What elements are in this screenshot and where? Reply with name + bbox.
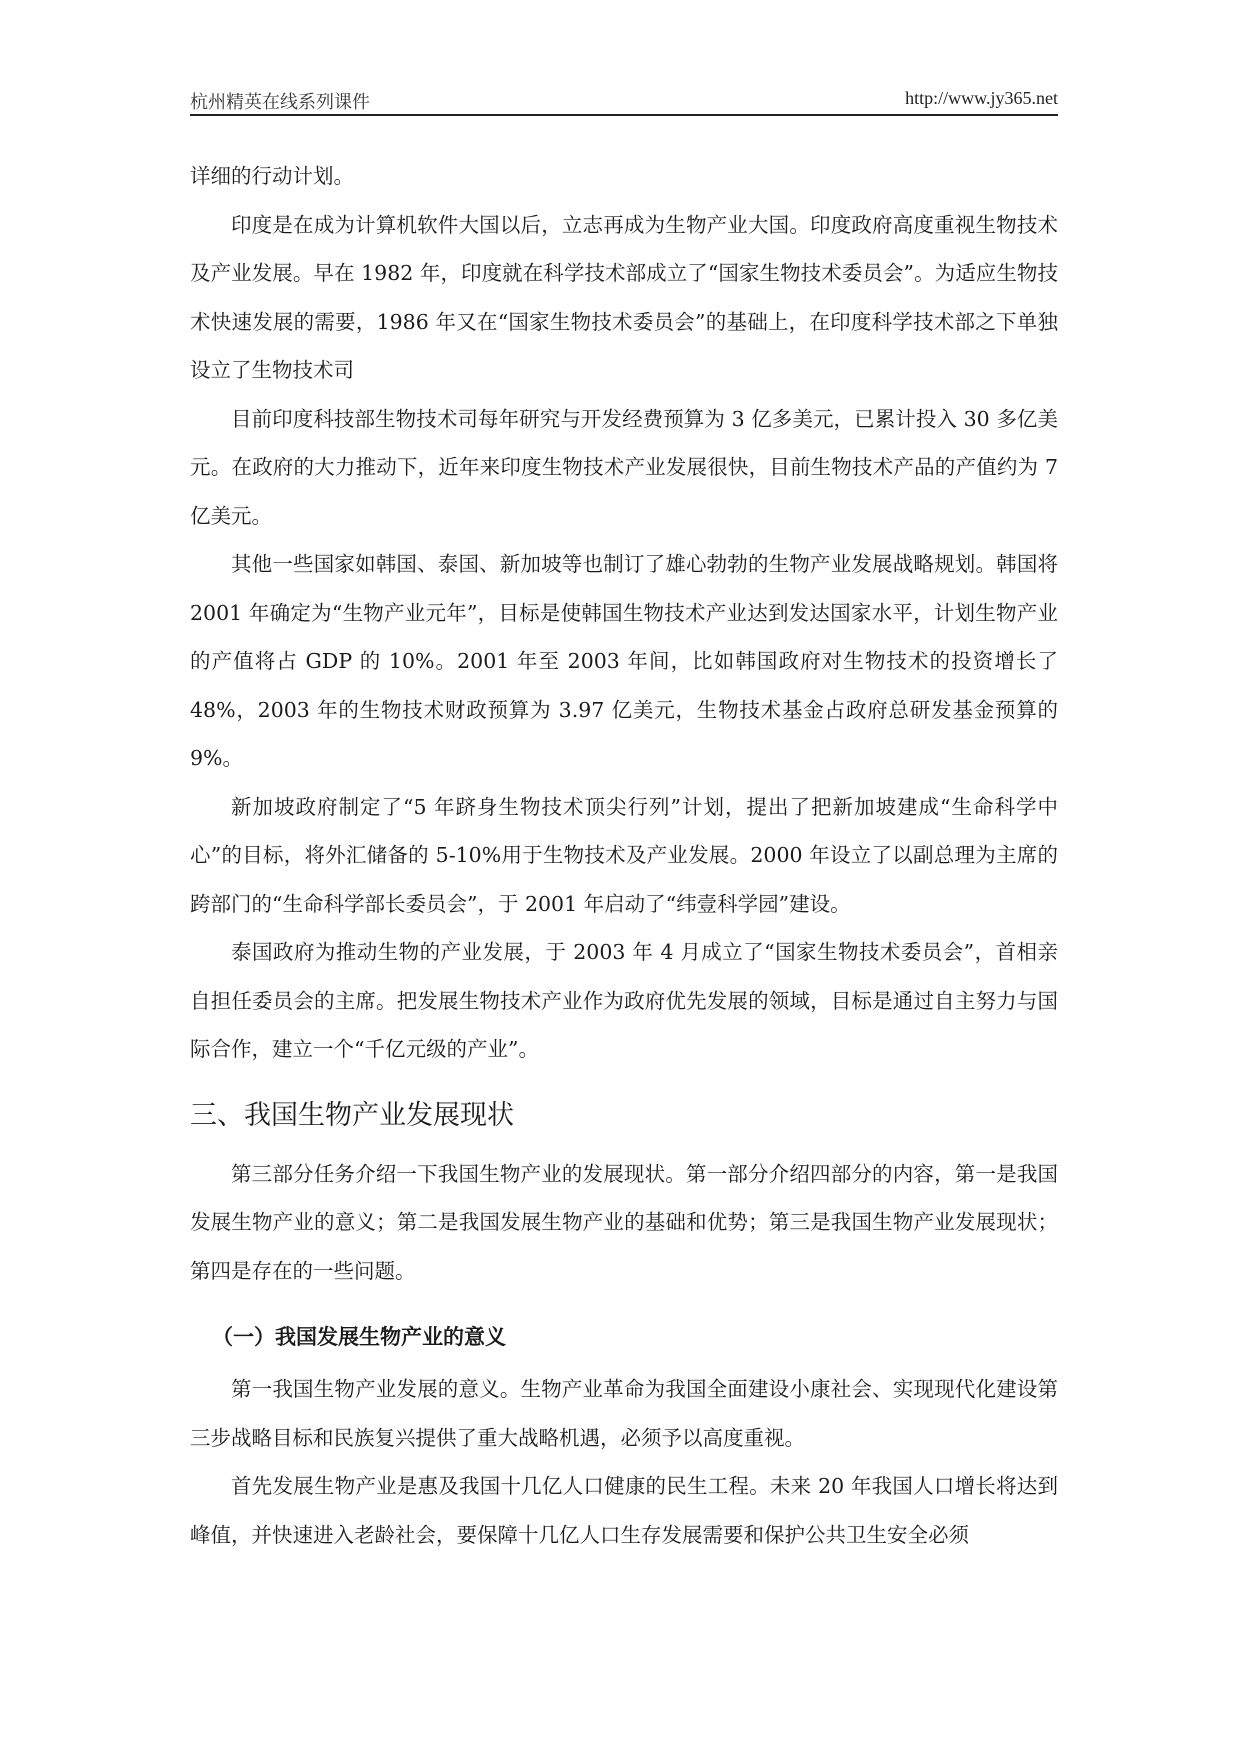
header-website-url: http://www.jy365.net	[905, 88, 1058, 108]
section-heading: 三、我国生物产业发展现状	[190, 1099, 514, 1131]
page-header	[190, 86, 1058, 116]
paragraph-section-intro: 第三部分任务介绍一下我国生物产业的发展现状。第一部分介绍四部分的内容，第一是我国发展生物产业的意义；第二是我国发展生物产业的基础和优势；第三是我国生物产业发展现状；第四是存在的一些问题。	[190, 1161, 1058, 1283]
header-course-title: 杭州精英在线系列课件	[190, 92, 370, 113]
paragraph-singapore: 新加坡政府制定了“5 年跻身生物技术顶尖行列”计划，提出了把新加坡建成“生命科学中心”的目标，将外汇储备的 5-10%用于生物技术及产业发展。2000 年设立了以副总理为主席的跨部门的“生命科学部长委员会”，于 2001 年启动了“纬壹科学园”建设。	[190, 794, 1058, 916]
paragraph-thailand: 泰国政府为推动生物的产业发展，于 2003 年 4 月成立了“国家生物技术委员会”，首相亲自担任委员会的主席。把发展生物技术产业作为政府优先发展的领域，目标是通过自主努力与国际合作，建立一个“千亿元级的产业”。	[190, 940, 1058, 1061]
paragraph-significance: 第一我国生物产业发展的意义。生物产业革命为我国全面建设小康社会、实现现代化建设第三步战略目标和民族复兴提供了重大战略机遇，必须予以高度重视。	[190, 1377, 1058, 1450]
paragraph-health-project: 首先发展生物产业是惠及我国十几亿人口健康的民生工程。未来 20 年我国人口增长将达到峰值，并快速进入老龄社会，要保障十几亿人口生存发展需要和保护公共卫生安全必须	[190, 1474, 1058, 1547]
subsection-heading: （一）我国发展生物产业的意义	[212, 1325, 506, 1349]
paragraph-india-budget: 目前印度科技部生物技术司每年研究与开发经费预算为 3 亿多美元，已累计投入 30 多亿美元。在政府的大力推动下，近年来印度生物技术产业发展很快，目前生物技术产品的产值约为 7 亿美元。	[190, 406, 1058, 528]
paragraph-india-biotech: 印度是在成为计算机软件大国以后，立志再成为生物产业大国。印度政府高度重视生物技术及产业发展。早在 1982 年，印度就在科学技术部成立了“国家生物技术委员会”。为适应生物技术快速发展的需要，1986 年又在“国家生物技术委员会”的基础上，在印度科学技术部之下单独设立了生物技术司	[190, 212, 1058, 382]
document-body	[190, 152, 1058, 1559]
paragraph-continuation: 详细的行动计划。	[190, 164, 354, 188]
paragraph-korea: 其他一些国家如韩国、泰国、新加坡等也制订了雄心勃勃的生物产业发展战略规划。韩国将 2001 年确定为“生物产业元年”，目标是使韩国生物技术产业达到发达国家水平，计划生物产业的产值将占 GDP 的 10%。2001 年至 2003 年间，比如韩国政府对生物技术的投资增长了 48%，2003 年的生物技术财政预算为 3.97 亿美元，生物技术基金占政府总研发基金预算的 9%。	[190, 552, 1058, 770]
